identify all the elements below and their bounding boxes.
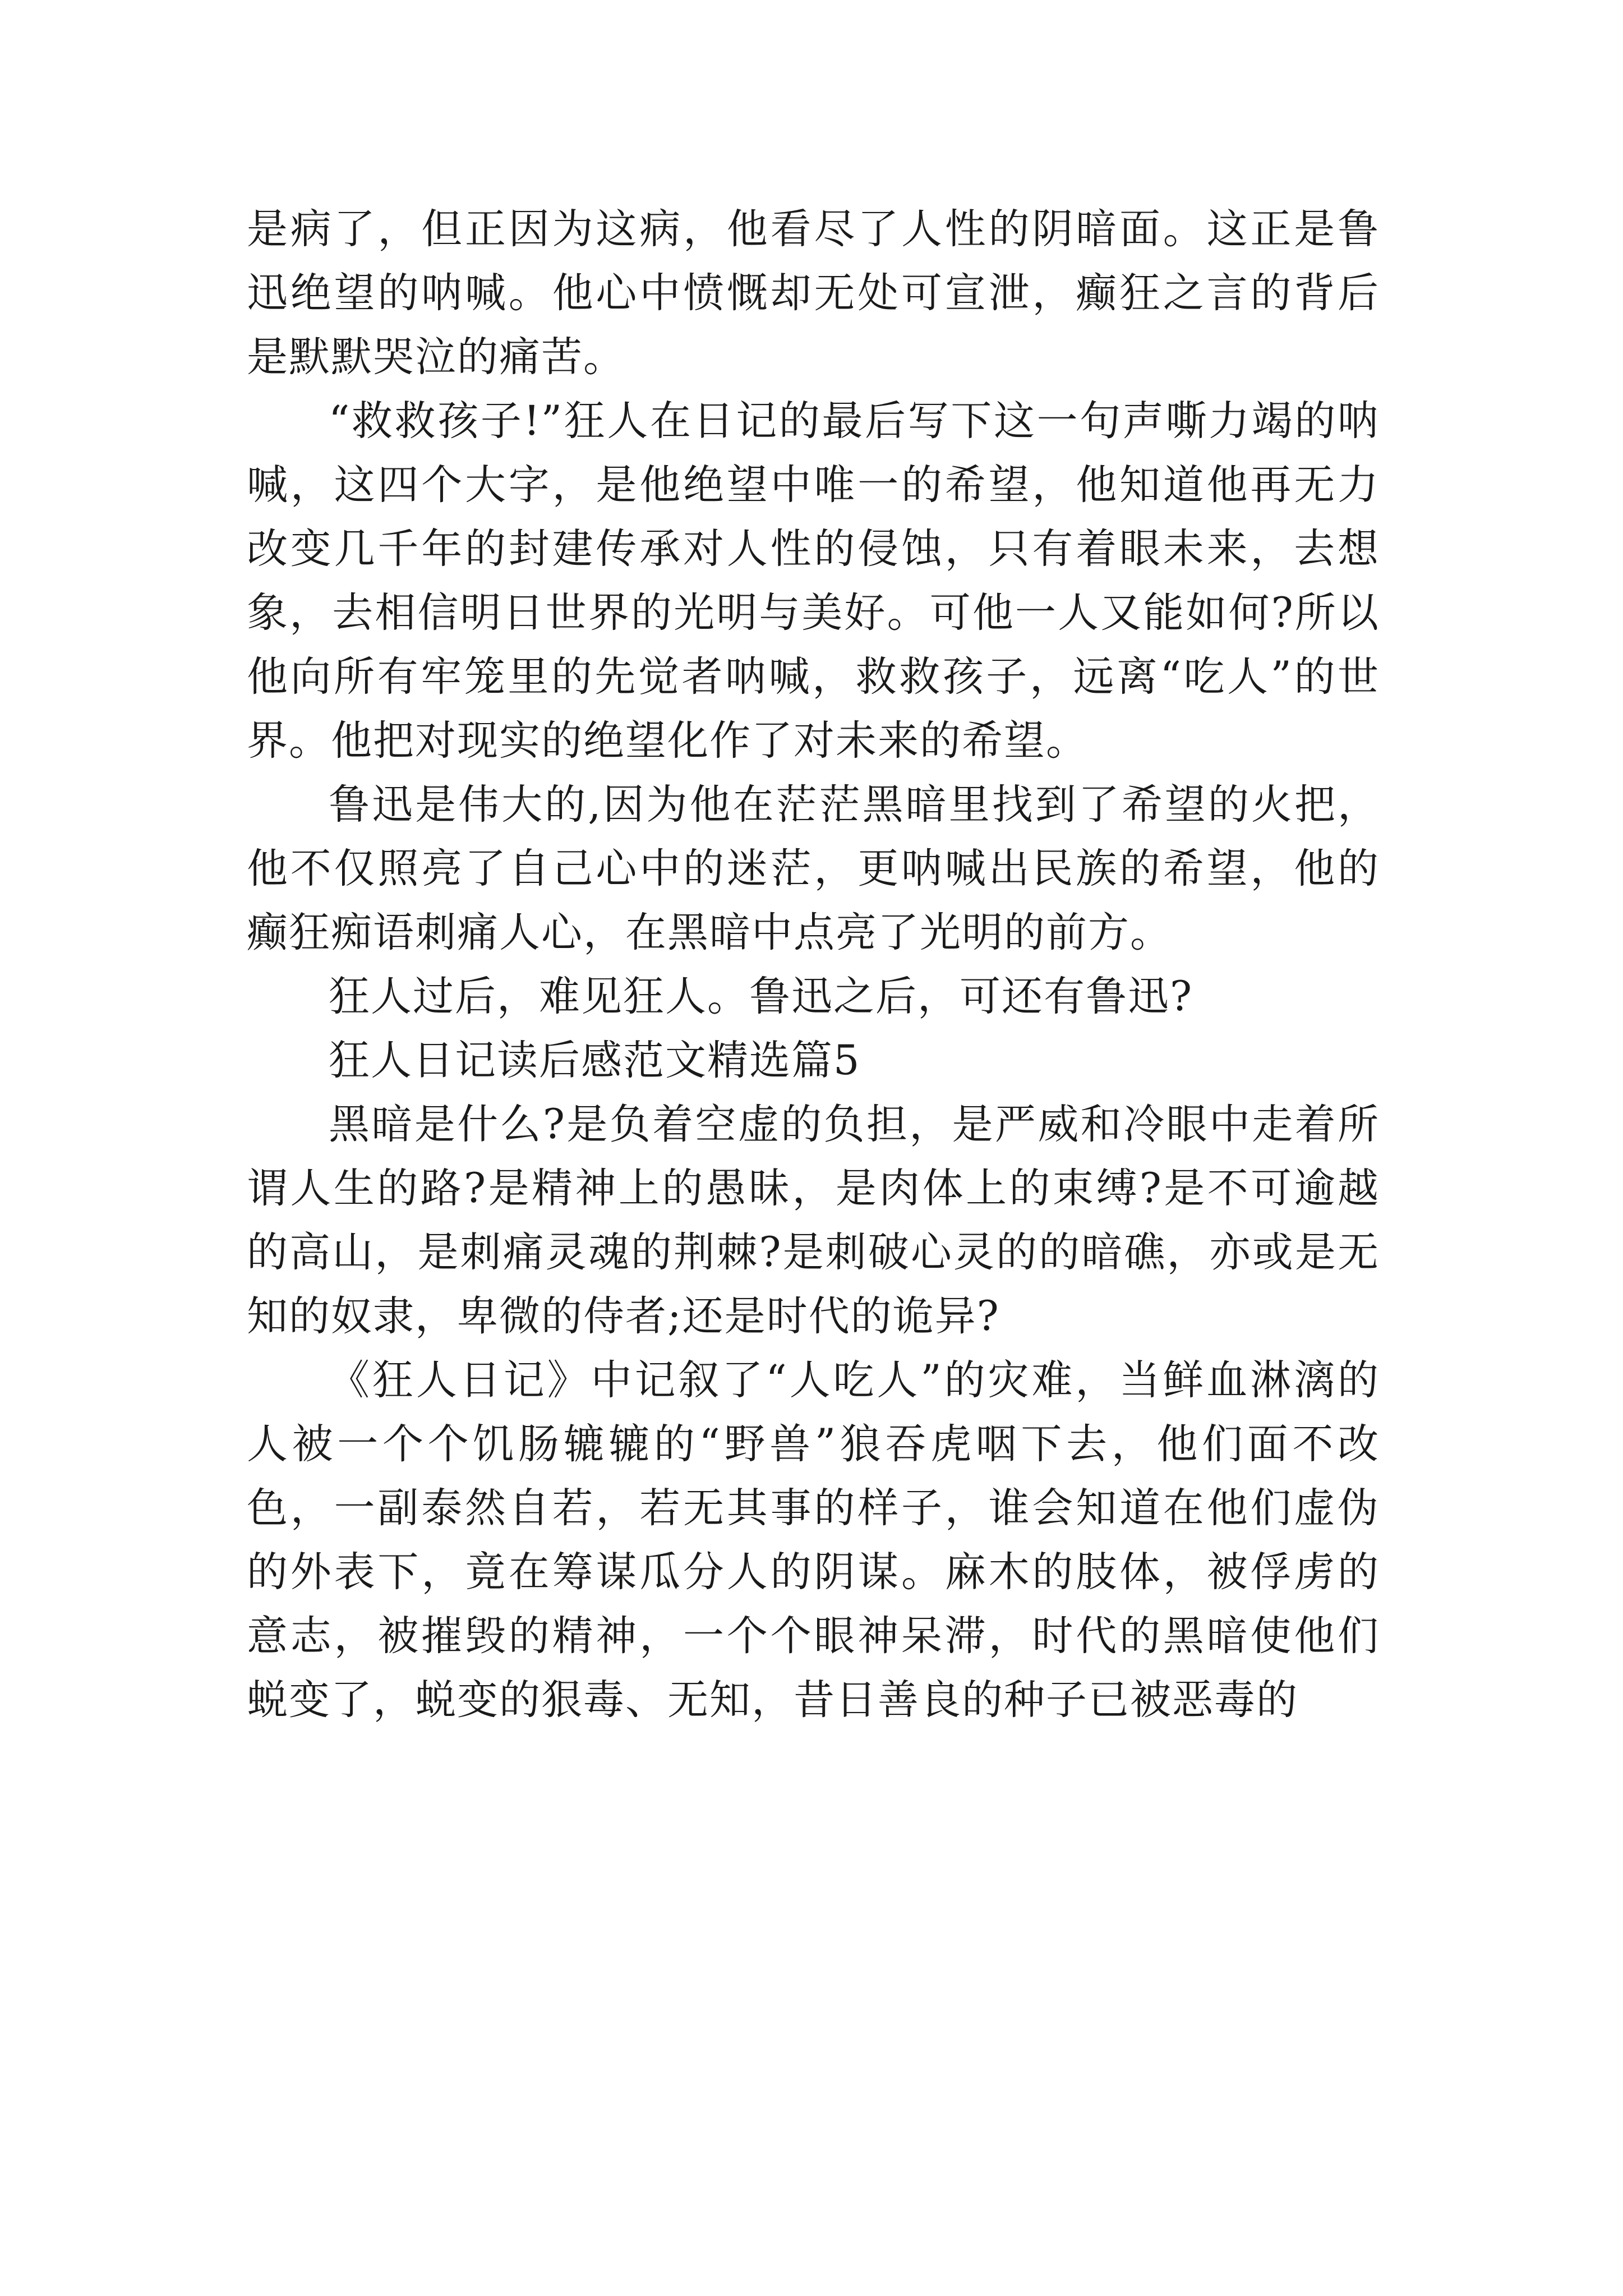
paragraph: 黑暗是什么?是负着空虚的负担，是严威和冷眼中走着所谓人生的路?是精神上的愚昧，是肉体上的束缚?是不可逾越的高山，是刺痛灵魂的荆棘?是刺破心灵的的暗礁，亦或是无知的奴隶，卑微的侍者;还是时代的诡异?	[247, 1101, 1380, 1340]
section-heading: 狂人日记读后感范文精选篇5	[329, 1037, 861, 1084]
paragraph: 是病了，但正因为这病，他看尽了人性的阴暗面。这正是鲁迅绝望的呐喊。他心中愤慨却无处可宣泄，癫狂之言的背后是默默哭泣的痛苦。	[247, 205, 1380, 381]
paragraph: “救救孩子!”狂人在日记的最后写下这一句声嘶力竭的呐喊，这四个大字，是他绝望中唯一的希望，他知道他再无力改变几千年的封建传承对人性的侵蚀，只有着眼未来，去想象，去相信明日世界的光明与美好。可他一人又能如何?所以他向所有牢笼里的先觉者呐喊，救救孩子，远离“吃人”的世界。他把对现实的绝望化作了对未来的希望。	[247, 397, 1380, 765]
document-body	[247, 197, 1380, 1732]
paragraph: 狂人过后，难见狂人。鲁迅之后，可还有鲁迅?	[329, 973, 1193, 1020]
paragraph: 鲁迅是伟大的,因为他在茫茫黑暗里找到了希望的火把，他不仅照亮了自己心中的迷茫，更呐喊出民族的希望，他的癫狂痴语刺痛人心，在黑暗中点亮了光明的前方。	[247, 781, 1380, 956]
paragraph: 《狂人日记》中记叙了“人吃人”的灾难，当鲜血淋漓的人被一个个饥肠辘辘的“野兽”狼吞虎咽下去，他们面不改色，一副泰然自若，若无其事的样子，谁会知道在他们虚伪的外表下，竟在筹谋瓜分人的阴谋。麻木的肢体，被俘虏的意志，被摧毁的精神，一个个眼神呆滞，时代的黑暗使他们蜕变了，蜕变的狠毒、无知，昔日善良的种子已被恶毒的	[247, 1356, 1380, 1724]
